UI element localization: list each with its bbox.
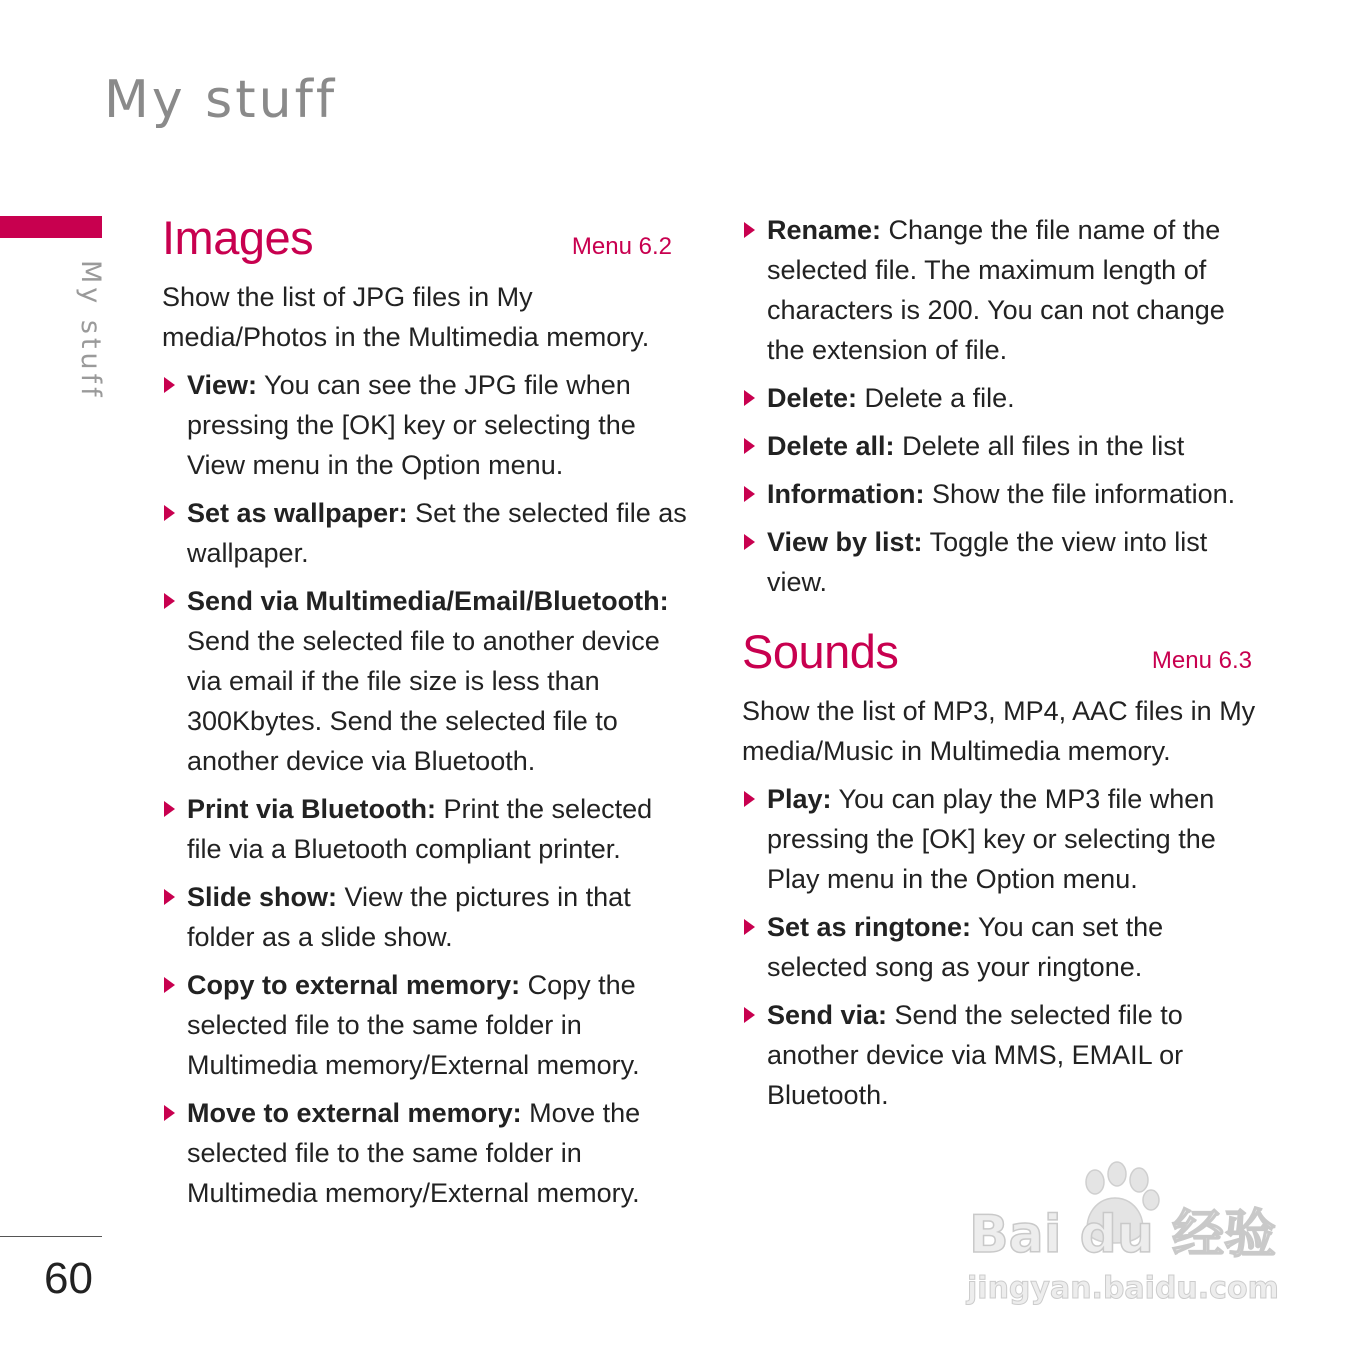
item-text: You can see the JPG file when pressing the [OK] key or selecting the View menu in the Option menu. (187, 370, 636, 480)
list-item (742, 995, 1267, 1115)
chapter-accent-bar (0, 216, 102, 238)
item-text: You can set the selected song as your ringtone. (767, 912, 1164, 982)
watermark-brand: Bai du 经验 (969, 1205, 1276, 1265)
sounds-title: Sounds (742, 625, 899, 678)
item-term: Rename: (767, 215, 882, 245)
list-item (742, 522, 1267, 602)
bullet-arrow-icon (744, 438, 755, 454)
left-column (162, 210, 692, 1221)
list-item (742, 426, 1267, 466)
item-text: Copy the selected file to the same folder in Multimedia memory/External memory. (187, 970, 640, 1080)
list-item (162, 365, 687, 485)
bullet-arrow-icon (744, 791, 755, 807)
item-text: Send the selected file to another device via MMS, EMAIL or Bluetooth. (767, 1000, 1184, 1110)
bullet-arrow-icon (164, 1105, 175, 1121)
item-text: View the pictures in that folder as a slide show. (187, 882, 631, 952)
sounds-section (742, 624, 1272, 1115)
item-text: Set the selected file as wallpaper. (187, 498, 687, 568)
item-text: Move the selected file to the same folder in Multimedia memory/External memory. (187, 1098, 641, 1208)
bullet-arrow-icon (164, 889, 175, 905)
sounds-intro: Show the list of MP3, MP4, AAC files in My media/Music in Multimedia memory. (742, 696, 1256, 766)
item-term: Send via: (767, 1000, 888, 1030)
item-term: Set as ringtone: (767, 912, 972, 942)
list-item (162, 877, 687, 957)
list-item (162, 581, 687, 781)
bullet-arrow-icon (164, 977, 175, 993)
bullet-arrow-icon (744, 486, 755, 502)
list-item (742, 907, 1267, 987)
item-text: Change the file name of the selected file. The maximum length of characters is 200. You can not change the extension of file. (767, 215, 1225, 365)
images-intro: Show the list of JPG files in My media/Photos in the Multimedia memory. (162, 282, 650, 352)
item-term: Delete all: (767, 431, 895, 461)
list-item (742, 210, 1267, 370)
sounds-menu-ref: Menu 6.3 (1151, 647, 1252, 674)
item-text: Delete a file. (857, 383, 1015, 413)
bullet-arrow-icon (744, 534, 755, 550)
item-term: Delete: (767, 383, 858, 413)
right-column (742, 210, 1272, 1123)
list-item (742, 378, 1267, 418)
page-number-rule (0, 1236, 102, 1237)
list-item (742, 779, 1267, 899)
item-text: Show the file information. (924, 479, 1236, 509)
item-text: Delete all files in the list (894, 431, 1185, 461)
side-tab-label: My stuff (75, 260, 106, 401)
item-term: Slide show: (187, 882, 338, 912)
bullet-arrow-icon (164, 593, 175, 609)
item-term: Print via Bluetooth: (187, 794, 436, 824)
list-item (162, 965, 687, 1085)
item-text: Toggle the view into list view. (767, 527, 1208, 597)
page-number: 60 (44, 1254, 93, 1303)
item-term: Set as wallpaper: (187, 498, 408, 528)
bullet-arrow-icon (164, 801, 175, 817)
sounds-option-list (742, 779, 1272, 1115)
item-term: Copy to external memory: (187, 970, 521, 1000)
item-term: View: (187, 370, 258, 400)
item-text: Print the selected file via a Bluetooth compliant printer. (187, 794, 653, 864)
list-item (162, 1093, 687, 1213)
list-item (742, 474, 1267, 514)
item-term: Information: (767, 479, 925, 509)
item-text: Send the selected file to another device via email if the file size is less than 300Kbytes. Send the selected file to another device via Bluetooth. (187, 626, 660, 776)
images-option-list (162, 365, 692, 1213)
item-term: View by list: (767, 527, 923, 557)
bullet-arrow-icon (164, 377, 175, 393)
list-item (162, 493, 687, 573)
images-section-header (162, 210, 672, 265)
bullet-arrow-icon (744, 919, 755, 935)
bullet-arrow-icon (164, 505, 175, 521)
images-title: Images (162, 211, 314, 264)
bullet-arrow-icon (744, 390, 755, 406)
watermark-url: jingyan.baidu.com (967, 1271, 1279, 1306)
baidu-watermark-logo (965, 1160, 1285, 1310)
item-text: You can play the MP3 file when pressing the [OK] key or selecting the Play menu in the Option menu. (767, 784, 1216, 894)
images-option-list-continued (742, 210, 1272, 602)
images-menu-ref: Menu 6.2 (571, 233, 672, 260)
list-item (162, 789, 687, 869)
item-term: Play: (767, 784, 832, 814)
item-term: Move to external memory: (187, 1098, 522, 1128)
bullet-arrow-icon (744, 1007, 755, 1023)
page-header-title: My stuff (104, 70, 338, 130)
sounds-section-header (742, 624, 1252, 679)
item-term: Send via Multimedia/Email/Bluetooth: (187, 586, 669, 616)
bullet-arrow-icon (744, 222, 755, 238)
